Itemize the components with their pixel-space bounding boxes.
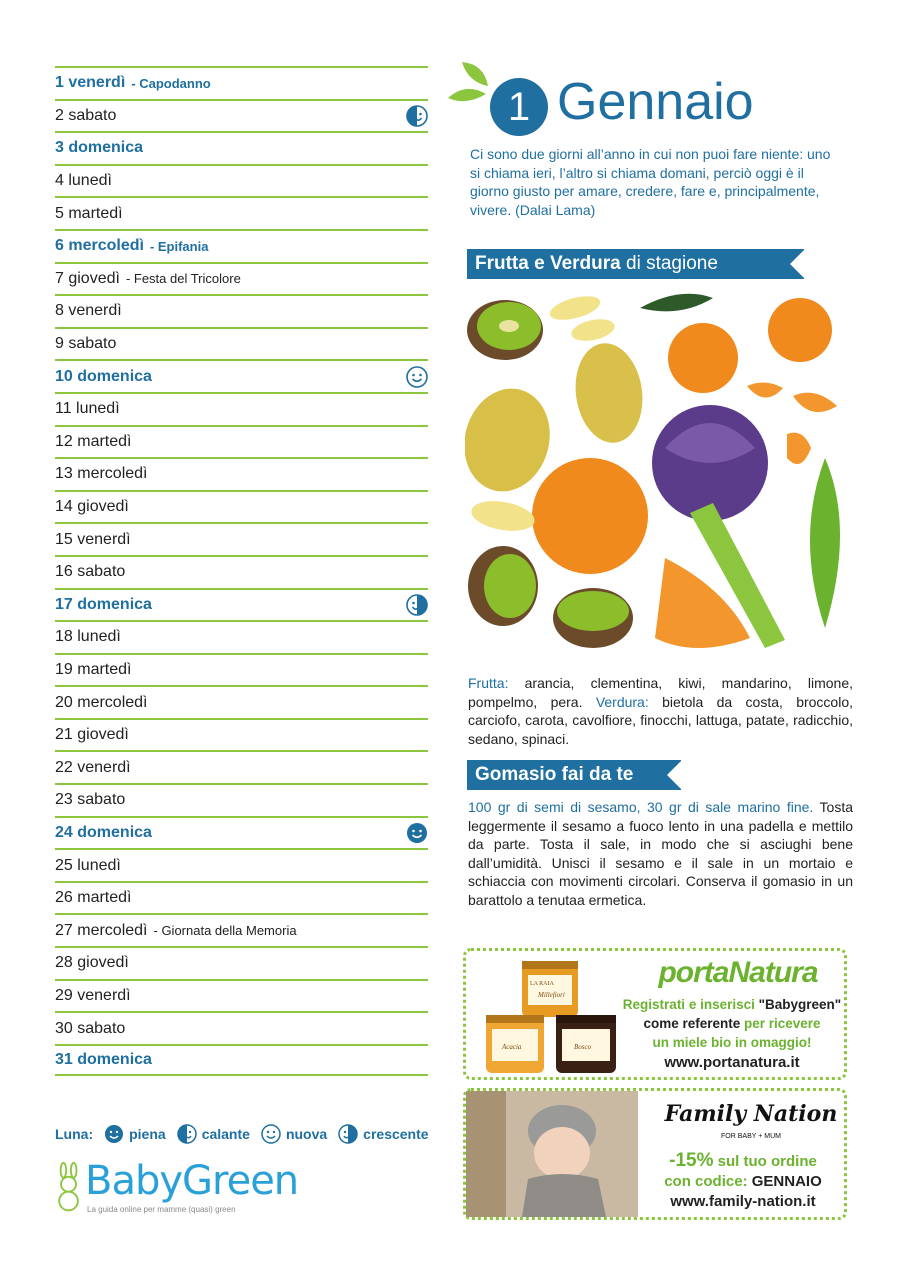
day-label: 19 martedì	[55, 660, 132, 678]
legend-piena: piena	[129, 1126, 166, 1142]
ad-portanatura[interactable]	[463, 948, 847, 1080]
banner-gomasio	[467, 760, 681, 790]
quote-text: Ci sono due giorni all’anno in cui non puoi fare niente: uno si chiama ieri, l’altro si chiama domani, perciò oggi è il giorno giusto per amare, credere, fare e, principalmente, vivere. (Dalai Lama)	[470, 146, 831, 218]
leaf-icon	[448, 62, 494, 108]
day-label: 24 domenica	[55, 823, 152, 841]
bunny-icon	[55, 1160, 83, 1215]
day-label: 4 lunedì	[55, 172, 112, 190]
produce-list	[468, 674, 853, 748]
ad1-line2b: per ricevere	[743, 1016, 821, 1031]
day-note: - Epifania	[149, 238, 209, 254]
day-label: 20 mercoledì	[55, 693, 148, 711]
legend-title: Luna:	[55, 1126, 94, 1142]
calendar-day-row	[55, 653, 428, 686]
calendar-list	[55, 66, 428, 1076]
day-label: 13 mercoledì	[55, 465, 148, 483]
portanatura-logo: portaNatura	[658, 956, 818, 989]
ad1-url[interactable]: www.portanatura.it	[664, 1054, 800, 1071]
calendar-day-row	[55, 425, 428, 458]
ad-family-nation[interactable]	[463, 1088, 847, 1220]
verdura-label: Verdura:	[595, 693, 649, 710]
calendar-day-row	[55, 555, 428, 588]
calendar-day-row	[55, 848, 428, 881]
verdura-list: bietola da costa, broccolo, carciofo, carota, cavolfiore, finocchi, lattuga, patate, radicchio, sedano, spinaci.	[468, 693, 854, 747]
full-moon-icon	[104, 1124, 124, 1144]
day-label: 25 lunedì	[55, 856, 121, 874]
fruit-vegetable-illustration	[465, 288, 860, 666]
legend-calante: calante	[201, 1126, 250, 1142]
recipe-text	[468, 798, 853, 909]
day-label: 15 venerdì	[55, 530, 131, 548]
ad2-code-label: con codice:	[664, 1173, 752, 1190]
day-label: 11 lunedì	[55, 400, 120, 418]
day-label: 30 sabato	[55, 1019, 126, 1037]
calendar-day-row	[55, 718, 428, 751]
calendar-day-row	[55, 522, 428, 555]
family-nation-logo: Family Nation	[664, 1101, 838, 1127]
month-number: 1	[490, 78, 548, 136]
crescente-moon-icon	[406, 594, 428, 616]
ad2-code: GENNAIO	[751, 1173, 822, 1190]
calendar-day-row	[55, 816, 428, 849]
calendar-day-row	[55, 979, 428, 1012]
day-label: 22 venerdì	[55, 758, 131, 776]
calante-moon-icon	[406, 105, 428, 127]
calendar-day-row	[55, 620, 428, 653]
day-note: - Capodanno	[131, 75, 211, 91]
day-label: 2 sabato	[55, 106, 117, 124]
calendar-day-row	[55, 392, 428, 425]
calendar-day-row	[55, 881, 428, 914]
moon-legend	[55, 1124, 435, 1144]
calendar-day-row	[55, 685, 428, 718]
calendar-day-row	[55, 457, 428, 490]
legend-nuova: nuova	[285, 1126, 328, 1142]
day-label: 16 sabato	[55, 563, 126, 581]
calendar-day-row	[55, 99, 428, 132]
calendar-day-row	[55, 229, 428, 262]
calendar-day-row	[55, 913, 428, 946]
calendar-day-row	[55, 66, 428, 99]
day-note: - Giornata della Memoria	[153, 923, 297, 939]
ad1-line1b: "Babygreen"	[758, 997, 842, 1012]
waxing-moon-icon	[338, 1124, 358, 1144]
day-label: 7 giovedì	[55, 269, 120, 287]
waning-moon-icon	[177, 1124, 197, 1144]
frutta-label: Frutta:	[468, 675, 509, 691]
calendar-day-row	[55, 490, 428, 523]
logo-subtitle: La guida online per mamme (quasi) green	[87, 1205, 236, 1214]
jar-label-2: Acacia	[502, 1043, 522, 1051]
family-nation-tag: FOR BABY + MUM	[721, 1133, 781, 1140]
nuova-moon-icon	[406, 366, 428, 388]
jar-brand: LA RAIA	[530, 981, 554, 987]
ad2-discount: -15%	[669, 1150, 714, 1171]
banner-bold: Frutta e Verdura	[475, 253, 621, 274]
day-label: 8 venerdì	[55, 302, 122, 320]
new-moon-icon	[261, 1124, 281, 1144]
jar-label-3: Bosco	[574, 1043, 592, 1051]
ad2-url[interactable]: www.family-nation.it	[670, 1193, 816, 1210]
recipe-body: Tosta leggermente il sesamo a fuoco lento in una padella e mettilo da parte. Tosta il sale, in modo che si asciughi bene dall’umidità. Unisci il sesamo e il sale in un mortaio e schiaccia con movimenti circolari. Conserva il gomasio in un barattolo a tenutaa ermetica.	[468, 799, 853, 908]
ad2-text	[640, 1151, 846, 1212]
day-label: 31 domenica	[55, 1051, 152, 1069]
recipe-intro: 100 gr di semi di sesamo, 30 gr di sale marino fine.	[468, 799, 814, 815]
banner-gomasio-title: Gomasio fai da te	[475, 764, 634, 785]
day-label: 29 venerdì	[55, 986, 131, 1004]
honey-jars-image	[480, 957, 620, 1077]
jar-label-1: Millefiori	[538, 991, 565, 999]
day-label: 21 giovedì	[55, 726, 129, 744]
day-label: 9 sabato	[55, 335, 117, 353]
ad2-discount-rest: sul tuo ordine	[713, 1153, 817, 1170]
day-label: 1 venerdì	[55, 74, 126, 92]
logo-text: BabyGreen	[85, 1158, 299, 1204]
day-note: - Festa del Tricolore	[125, 271, 241, 287]
legend-crescente: crescente	[363, 1126, 429, 1142]
day-label: 28 giovedì	[55, 954, 129, 972]
day-label: 3 domenica	[55, 139, 144, 157]
calendar-day-row	[55, 131, 428, 164]
day-label: 18 lunedì	[55, 628, 121, 646]
calendar-day-row	[55, 294, 428, 327]
ad1-line1a: Registrati e inserisci	[622, 997, 759, 1012]
frutta-list: arancia, clementina, kiwi, mandarino, limone, pompelmo, pera.	[468, 675, 853, 710]
day-label: 5 martedì	[55, 204, 123, 222]
calendar-day-row	[55, 946, 428, 979]
baby-photo	[466, 1091, 638, 1217]
ad1-line3: un miele bio in omaggio!	[652, 1035, 812, 1050]
day-label: 17 domenica	[55, 595, 152, 613]
day-label: 6 mercoledì	[55, 237, 144, 255]
month-title: Gennaio	[557, 73, 754, 131]
calendar-day-row	[55, 750, 428, 783]
calendar-day-row	[55, 588, 428, 621]
day-label: 23 sabato	[55, 791, 126, 809]
calendar-day-row	[55, 164, 428, 197]
day-label: 12 martedì	[55, 432, 132, 450]
piena-moon-icon	[406, 822, 428, 844]
day-label: 26 martedì	[55, 889, 132, 907]
calendar-day-row	[55, 262, 428, 295]
calendar-day-row	[55, 196, 428, 229]
day-label: 10 domenica	[55, 367, 152, 385]
banner-frutta-verdura	[467, 249, 804, 279]
babygreen-logo	[55, 1158, 299, 1220]
calendar-day-row	[55, 1044, 428, 1077]
calendar-day-row	[55, 783, 428, 816]
banner-rest: di stagione	[620, 253, 718, 274]
day-label: 27 mercoledì	[55, 921, 148, 939]
calendar-day-row	[55, 359, 428, 392]
ad1-text	[616, 995, 848, 1052]
day-label: 14 giovedì	[55, 498, 129, 516]
calendar-day-row	[55, 1011, 428, 1044]
ad1-line2a: come referente	[643, 1016, 744, 1031]
calendar-day-row	[55, 327, 428, 360]
